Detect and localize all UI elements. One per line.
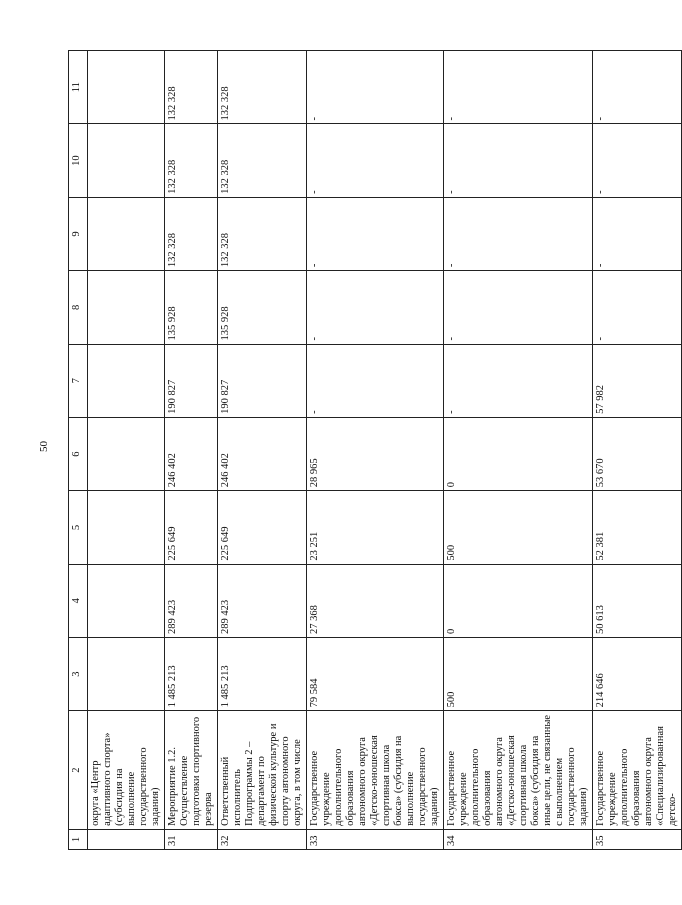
value-cell: 132 328 (165, 51, 218, 124)
value-cell: - (307, 124, 444, 197)
value-cell: - (593, 51, 682, 124)
column-header: 3 (69, 637, 88, 710)
table-row (307, 51, 444, 850)
table-row (165, 51, 218, 850)
row-number-cell: 33 (307, 829, 444, 849)
value-cell (88, 51, 165, 124)
value-cell (88, 564, 165, 637)
value-cell: - (593, 124, 682, 197)
row-number-cell: 31 (165, 829, 218, 849)
value-cell: - (444, 344, 593, 417)
value-cell: - (444, 197, 593, 270)
value-cell: 190 827 (165, 344, 218, 417)
value-cell: - (307, 271, 444, 344)
value-cell: - (307, 51, 444, 124)
value-cell (88, 197, 165, 270)
value-cell (88, 271, 165, 344)
rotated-table-container (68, 50, 678, 850)
value-cell: 1 485 213 (165, 637, 218, 710)
value-cell: 246 402 (165, 417, 218, 490)
row-number-cell: 32 (218, 829, 307, 849)
value-cell: - (307, 344, 444, 417)
column-header: 1 (69, 829, 88, 849)
column-header: 9 (69, 197, 88, 270)
value-cell: 132 328 (165, 197, 218, 270)
value-cell (88, 124, 165, 197)
row-name-cell: Государственное учреждение дополнительного образования автономного округа «Детско-юношеская спортивная школа бокса» (субсидия на выполнение государственного задания) (307, 711, 444, 830)
value-cell: - (593, 271, 682, 344)
value-cell: 246 402 (218, 417, 307, 490)
value-cell: - (444, 271, 593, 344)
value-cell: 135 928 (218, 271, 307, 344)
column-header: 5 (69, 491, 88, 564)
value-cell: 500 (444, 491, 593, 564)
column-header: 2 (69, 711, 88, 830)
value-cell: 135 928 (165, 271, 218, 344)
table-row (88, 51, 165, 850)
value-cell: 28 965 (307, 417, 444, 490)
value-cell: 225 649 (218, 491, 307, 564)
value-cell: 190 827 (218, 344, 307, 417)
row-name-cell: Государственное учреждение дополнительного образования автономного округа «Детско-юношеская спортивная школа бокса» (субсидия на иные цели, не связанные с выполнением государственного задания) (444, 711, 593, 830)
value-cell (88, 637, 165, 710)
row-number-cell: 35 (593, 829, 682, 849)
value-cell: 57 982 (593, 344, 682, 417)
budget-table (68, 50, 682, 850)
value-cell: 53 670 (593, 417, 682, 490)
value-cell: 23 251 (307, 491, 444, 564)
header-row (69, 51, 88, 850)
table-body (88, 51, 682, 850)
value-cell (88, 491, 165, 564)
value-cell: - (307, 197, 444, 270)
value-cell: 79 584 (307, 637, 444, 710)
row-name-cell: Государственное учреждение дополнительного образования автономного округа «Специализированная детско- (593, 711, 682, 830)
column-header: 6 (69, 417, 88, 490)
row-number-cell: 34 (444, 829, 593, 849)
value-cell: 225 649 (165, 491, 218, 564)
page-number: 50 (38, 441, 50, 452)
row-name-cell: Мероприятие 1.2. Осуществление подготовки спортивного резерва (165, 711, 218, 830)
value-cell: 132 328 (218, 197, 307, 270)
value-cell (88, 344, 165, 417)
value-cell: 52 381 (593, 491, 682, 564)
row-number-cell (88, 829, 165, 849)
column-header: 10 (69, 124, 88, 197)
value-cell: 214 646 (593, 637, 682, 710)
column-header: 8 (69, 271, 88, 344)
column-header: 11 (69, 51, 88, 124)
value-cell: - (593, 197, 682, 270)
row-name-cell: Ответственный исполнитель Подпрограммы 2 – департамент по физической культуре и спорту автономного округа, в том числе (218, 711, 307, 830)
value-cell: 289 423 (165, 564, 218, 637)
table-row (593, 51, 682, 850)
value-cell: 1 485 213 (218, 637, 307, 710)
value-cell: 27 368 (307, 564, 444, 637)
value-cell: 132 328 (218, 124, 307, 197)
value-cell: 500 (444, 637, 593, 710)
value-cell: 0 (444, 417, 593, 490)
table-row (218, 51, 307, 850)
column-header: 7 (69, 344, 88, 417)
value-cell: 289 423 (218, 564, 307, 637)
value-cell: 50 613 (593, 564, 682, 637)
value-cell (88, 417, 165, 490)
value-cell: 132 328 (165, 124, 218, 197)
row-name-cell: округа «Центр адаптивного спорта» (субсидия на выполнение государственного задания) (88, 711, 165, 830)
value-cell: - (444, 124, 593, 197)
table-row (444, 51, 593, 850)
column-header: 4 (69, 564, 88, 637)
value-cell: - (444, 51, 593, 124)
value-cell: 0 (444, 564, 593, 637)
value-cell: 132 328 (218, 51, 307, 124)
